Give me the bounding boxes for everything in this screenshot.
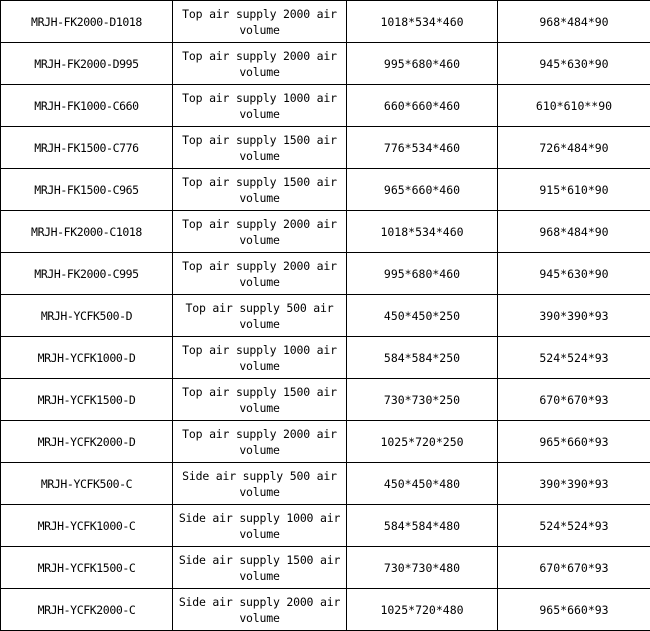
- description-line-1: Top air supply 1500 air: [182, 133, 337, 147]
- description-line-1: Top air supply 1000 air: [182, 343, 337, 357]
- inner-dimension-cell: 670*670*93: [498, 379, 650, 421]
- description-cell: [173, 169, 347, 211]
- inner-dimension-cell: 968*484*90: [498, 1, 650, 43]
- description-line-2: volume: [177, 526, 342, 542]
- table-row: [1, 295, 650, 337]
- description-line-2: volume: [177, 358, 342, 374]
- description-cell: [173, 505, 347, 547]
- description-cell: [173, 589, 347, 631]
- table-row: [1, 547, 650, 589]
- table-row: [1, 1, 650, 43]
- description-cell: [173, 337, 347, 379]
- table-row: [1, 169, 650, 211]
- model-cell: MRJH-YCFK1000-D: [1, 337, 173, 379]
- model-cell: MRJH-YCFK500-C: [1, 463, 173, 505]
- description-line-1: Top air supply 2000 air: [182, 259, 337, 273]
- model-cell: MRJH-FK2000-C1018: [1, 211, 173, 253]
- description-line-2: volume: [177, 274, 342, 290]
- table-row: [1, 127, 650, 169]
- outer-dimension-cell: 450*450*480: [347, 463, 498, 505]
- description-line-1: Top air supply 2000 air: [182, 217, 337, 231]
- description-cell: [173, 211, 347, 253]
- table-row: [1, 421, 650, 463]
- description-line-2: volume: [177, 484, 342, 500]
- description-line-1: Top air supply 1500 air: [182, 385, 337, 399]
- inner-dimension-cell: 524*524*93: [498, 505, 650, 547]
- model-cell: MRJH-FK2000-D995: [1, 43, 173, 85]
- description-line-2: volume: [177, 148, 342, 164]
- model-cell: MRJH-YCFK1000-C: [1, 505, 173, 547]
- description-line-1: Side air supply 1000 air: [179, 511, 340, 525]
- description-line-1: Top air supply 500 air: [186, 301, 334, 315]
- description-line-1: Side air supply 2000 air: [179, 595, 340, 609]
- inner-dimension-cell: 945*630*90: [498, 253, 650, 295]
- table-row: [1, 211, 650, 253]
- description-line-2: volume: [177, 232, 342, 248]
- description-line-2: volume: [177, 568, 342, 584]
- outer-dimension-cell: 995*680*460: [347, 253, 498, 295]
- description-line-2: volume: [177, 400, 342, 416]
- description-cell: [173, 127, 347, 169]
- description-line-2: volume: [177, 22, 342, 38]
- outer-dimension-cell: 660*660*460: [347, 85, 498, 127]
- inner-dimension-cell: 610*610**90: [498, 85, 650, 127]
- table-row: [1, 505, 650, 547]
- description-cell: [173, 1, 347, 43]
- inner-dimension-cell: 945*630*90: [498, 43, 650, 85]
- outer-dimension-cell: 1025*720*250: [347, 421, 498, 463]
- description-cell: [173, 547, 347, 589]
- inner-dimension-cell: 915*610*90: [498, 169, 650, 211]
- model-cell: MRJH-YCFK1500-D: [1, 379, 173, 421]
- description-line-1: Top air supply 2000 air: [182, 427, 337, 441]
- model-cell: MRJH-FK1500-C776: [1, 127, 173, 169]
- outer-dimension-cell: 730*730*250: [347, 379, 498, 421]
- model-cell: MRJH-YCFK2000-D: [1, 421, 173, 463]
- description-line-1: Top air supply 1500 air: [182, 175, 337, 189]
- description-line-2: volume: [177, 610, 342, 626]
- description-cell: [173, 85, 347, 127]
- inner-dimension-cell: 390*390*93: [498, 463, 650, 505]
- outer-dimension-cell: 450*450*250: [347, 295, 498, 337]
- model-cell: MRJH-FK1500-C965: [1, 169, 173, 211]
- description-line-1: Side air supply 500 air: [182, 469, 337, 483]
- outer-dimension-cell: 584*584*250: [347, 337, 498, 379]
- description-line-1: Side air supply 1500 air: [179, 553, 340, 567]
- model-cell: MRJH-FK2000-D1018: [1, 1, 173, 43]
- table-row: [1, 85, 650, 127]
- description-cell: [173, 421, 347, 463]
- description-cell: [173, 295, 347, 337]
- description-line-2: volume: [177, 442, 342, 458]
- table-row: [1, 253, 650, 295]
- inner-dimension-cell: 390*390*93: [498, 295, 650, 337]
- outer-dimension-cell: 730*730*480: [347, 547, 498, 589]
- model-cell: MRJH-YCFK2000-C: [1, 589, 173, 631]
- outer-dimension-cell: 584*584*480: [347, 505, 498, 547]
- inner-dimension-cell: 524*524*93: [498, 337, 650, 379]
- model-cell: MRJH-FK1000-C660: [1, 85, 173, 127]
- description-line-2: volume: [177, 190, 342, 206]
- outer-dimension-cell: 776*534*460: [347, 127, 498, 169]
- outer-dimension-cell: 1025*720*480: [347, 589, 498, 631]
- table-body: [1, 1, 650, 631]
- description-line-1: Top air supply 2000 air: [182, 7, 337, 21]
- description-line-1: Top air supply 2000 air: [182, 49, 337, 63]
- outer-dimension-cell: 995*680*460: [347, 43, 498, 85]
- description-cell: [173, 43, 347, 85]
- table-row: [1, 379, 650, 421]
- inner-dimension-cell: 968*484*90: [498, 211, 650, 253]
- table-row: [1, 43, 650, 85]
- model-cell: MRJH-YCFK500-D: [1, 295, 173, 337]
- description-cell: [173, 253, 347, 295]
- description-cell: [173, 463, 347, 505]
- description-line-2: volume: [177, 106, 342, 122]
- description-line-1: Top air supply 1000 air: [182, 91, 337, 105]
- inner-dimension-cell: 670*670*93: [498, 547, 650, 589]
- description-line-2: volume: [177, 316, 342, 332]
- outer-dimension-cell: 965*660*460: [347, 169, 498, 211]
- inner-dimension-cell: 965*660*93: [498, 421, 650, 463]
- table-row: [1, 589, 650, 631]
- model-cell: MRJH-YCFK1500-C: [1, 547, 173, 589]
- model-cell: MRJH-FK2000-C995: [1, 253, 173, 295]
- description-cell: [173, 379, 347, 421]
- description-line-2: volume: [177, 64, 342, 80]
- outer-dimension-cell: 1018*534*460: [347, 1, 498, 43]
- outer-dimension-cell: 1018*534*460: [347, 211, 498, 253]
- table-row: [1, 337, 650, 379]
- inner-dimension-cell: 965*660*93: [498, 589, 650, 631]
- inner-dimension-cell: 726*484*90: [498, 127, 650, 169]
- table-row: [1, 463, 650, 505]
